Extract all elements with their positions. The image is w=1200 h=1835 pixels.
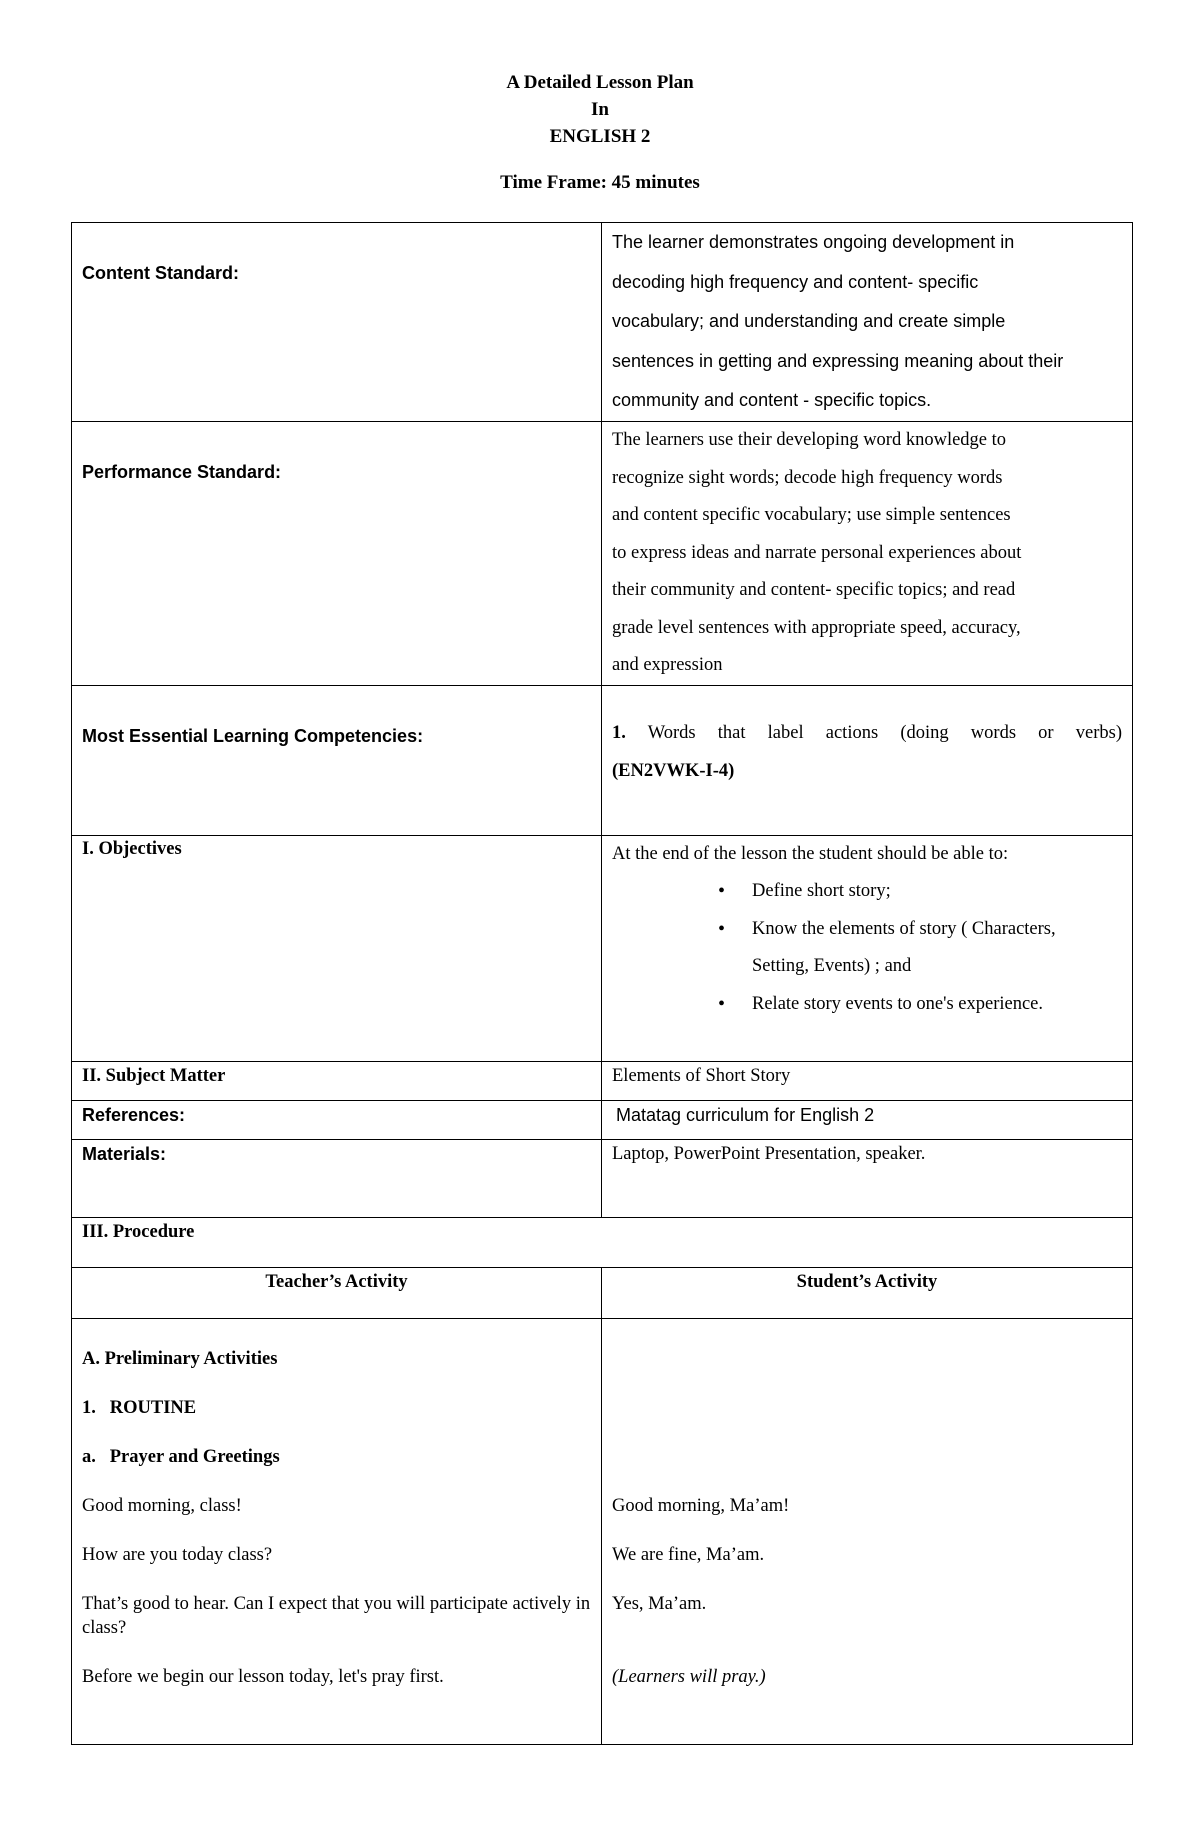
preliminary-activities-heading: A. Preliminary Activities: [82, 1348, 278, 1369]
teacher-line: How are you today class?: [82, 1544, 273, 1565]
teacher-line: That’s good to hear. Can I expect that you will participate actively in class?: [82, 1593, 591, 1638]
performance-standard-line: and expression: [612, 655, 723, 675]
performance-standard-line: grade level sentences with appropriate speed, accuracy,: [612, 617, 1021, 638]
content-standard-row: [72, 223, 1133, 422]
content-standard-label: Content Standard:: [72, 223, 602, 422]
materials-value: Laptop, PowerPoint Presentation, speaker.: [602, 1139, 1133, 1217]
procedure-row: [72, 1217, 1133, 1267]
content-standard-line: community and content - specific topics.: [612, 390, 932, 410]
performance-standard-line: and content specific vocabulary; use simple sentences: [612, 505, 1011, 525]
content-standard-line: vocabulary; and understanding and create simple: [612, 311, 1006, 331]
objectives-label: I. Objectives: [72, 835, 602, 1061]
prayer-greetings-heading: a. Prayer and Greetings: [82, 1446, 280, 1467]
student-line: Yes, Ma’am.: [612, 1593, 707, 1614]
student-line: Good morning, Ma’am!: [612, 1495, 790, 1516]
student-activity-header: Student’s Activity: [602, 1267, 1133, 1318]
content-standard-line: The learner demonstrates ongoing development in: [612, 232, 1015, 252]
references-row: [72, 1100, 1133, 1139]
performance-standard-line: to express ideas and narrate personal experiences about: [612, 542, 1022, 563]
objectives-text: [602, 835, 1133, 1061]
performance-standard-line: recognize sight words; decode high frequency words: [612, 467, 1003, 488]
doc-title-in: In: [591, 99, 609, 120]
student-activity-cell: [602, 1318, 1133, 1744]
objectives-intro: At the end of the lesson the student should be able to:: [612, 843, 1009, 864]
objective-item: • Know the elements of story ( Characters,: [752, 911, 1122, 949]
melc-row: [72, 685, 1133, 835]
content-standard-line: decoding high frequency and content- specific: [612, 271, 979, 292]
student-line: (Learners will pray.): [612, 1666, 766, 1687]
materials-label: Materials:: [72, 1139, 602, 1217]
melc-number: 1.: [612, 722, 626, 743]
content-standard-text: [602, 223, 1133, 422]
performance-standard-row: [72, 422, 1133, 686]
teacher-activity-cell: [72, 1318, 602, 1744]
content-standard-line: sentences in getting and expressing meaning about their: [612, 350, 1064, 371]
activity-header-row: [72, 1267, 1133, 1318]
teacher-activity-header: Teacher’s Activity: [72, 1267, 602, 1318]
objectives-row: [72, 835, 1133, 1061]
subject-matter-row: [72, 1061, 1133, 1100]
melc-competency: Words that label actions (doing words or verbs): [647, 722, 1122, 743]
procedure-label: III. Procedure: [72, 1217, 1133, 1267]
objective-item: • Relate story events to one's experience.: [752, 986, 1122, 1024]
objective-item: • Define short story;: [752, 873, 1122, 911]
objective-item-continued: Setting, Events) ; and: [752, 956, 912, 976]
performance-standard-line: The learners use their developing word knowledge to: [612, 430, 1007, 450]
references-value: Matatag curriculum for English 2: [602, 1100, 1133, 1139]
doc-title: A Detailed Lesson Plan: [506, 72, 694, 93]
teacher-line: Good morning, class!: [82, 1495, 242, 1516]
routine-heading: 1. ROUTINE: [82, 1397, 197, 1418]
doc-subject: ENGLISH 2: [549, 126, 651, 147]
performance-standard-label: Performance Standard:: [72, 422, 602, 686]
subject-matter-value: Elements of Short Story: [602, 1061, 1133, 1100]
melc-label: Most Essential Learning Competencies:: [72, 685, 602, 835]
materials-row: [72, 1139, 1133, 1217]
performance-standard-line: their community and content- specific topics; and read: [612, 580, 1016, 600]
melc-code: (EN2VWK-I-4): [612, 760, 735, 781]
objectives-list: [612, 873, 1122, 1023]
melc-text: [602, 685, 1133, 835]
teacher-line: Before we begin our lesson today, let's pray first.: [82, 1666, 444, 1687]
lesson-plan-table: [71, 222, 1133, 1745]
references-label: References:: [72, 1100, 602, 1139]
doc-time-frame: Time Frame: 45 minutes: [500, 172, 700, 193]
activities-body-row: [72, 1318, 1133, 1744]
student-line: We are fine, Ma’am.: [612, 1544, 765, 1565]
performance-standard-text: [602, 422, 1133, 686]
subject-matter-label: II. Subject Matter: [72, 1061, 602, 1100]
